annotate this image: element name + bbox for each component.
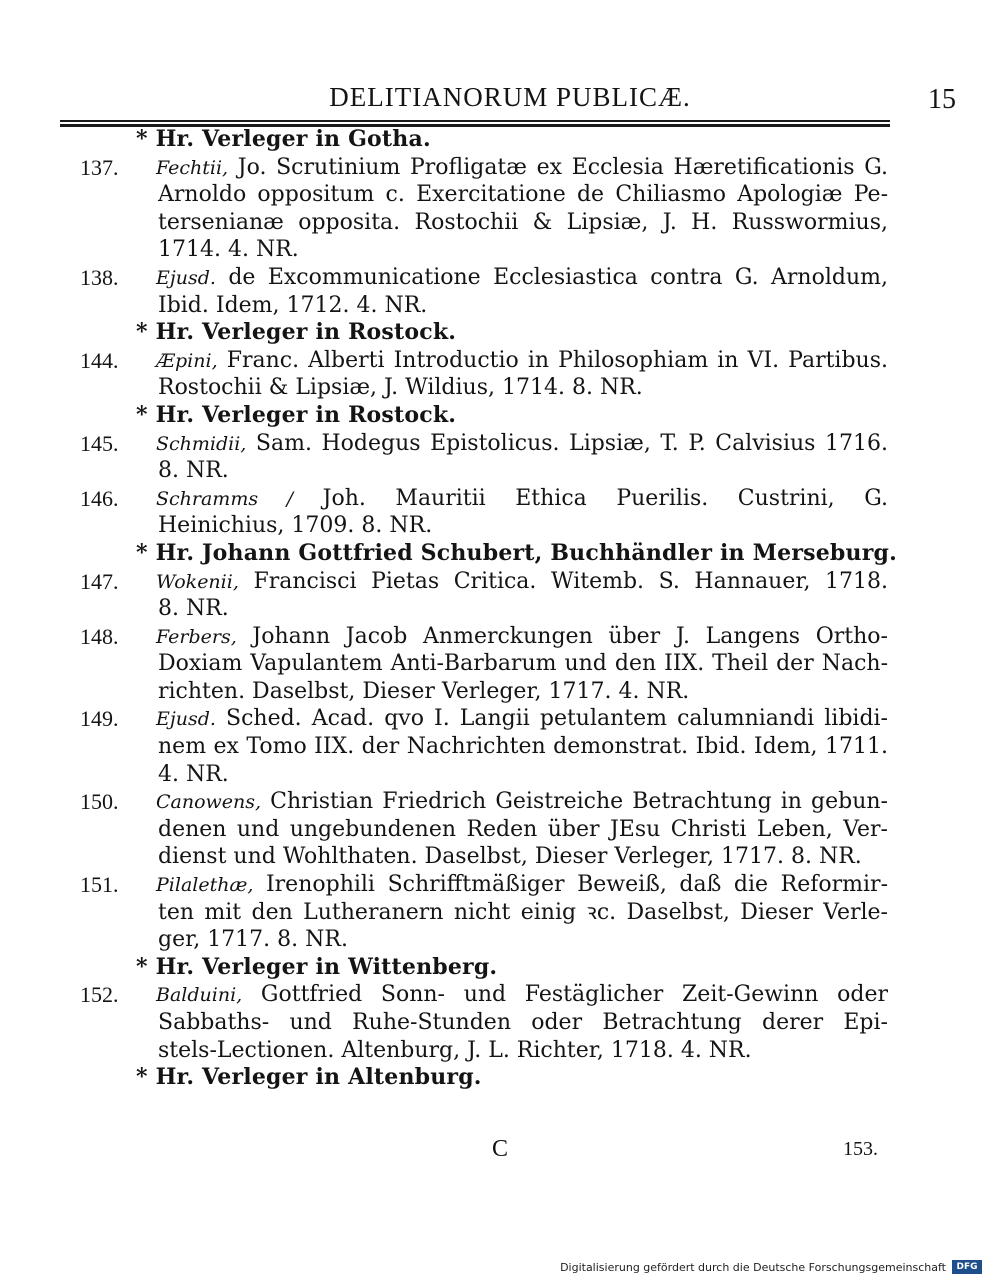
entry-number: 152.: [80, 982, 119, 1008]
entry-author: Pilalethæ,: [156, 874, 254, 897]
entry-first-line: [156, 347, 888, 376]
entry-text: 1714. 4. NR.: [158, 237, 299, 263]
bookseller-note-line: [80, 319, 888, 347]
entry-line: [80, 899, 888, 927]
entry-number: 150.: [80, 789, 119, 815]
entry-line: [80, 705, 888, 733]
entry-number: 147.: [80, 568, 119, 594]
entry-author: Fechtii,: [156, 156, 229, 179]
entry-line: [80, 1009, 888, 1037]
entry-text: Rostochii & Lipsiæ, J. Wildius, 1714. 8. NR.: [158, 375, 643, 401]
entry-line: [80, 981, 888, 1009]
entry-line: [80, 761, 888, 789]
page-header: [60, 80, 960, 124]
entry-line: [80, 623, 888, 651]
page-number: 15: [928, 84, 956, 115]
entry-line: [80, 154, 888, 182]
entry-first-line: [156, 154, 888, 183]
entry-line: [80, 430, 888, 458]
entry-first-line: [156, 568, 888, 597]
entry-text: Irenophili Schrifftmäßiger Beweiß, daß die Reformir-: [265, 872, 889, 898]
entry-text: de Excommunicatione Ecclesiastica contra G. Arnoldum,: [228, 264, 888, 290]
entry-author: Æpini,: [156, 349, 218, 372]
entry-line: [80, 292, 888, 320]
bookseller-note-line: [80, 954, 888, 982]
entry-line: [80, 374, 888, 402]
bibliography-entries: [80, 126, 897, 1092]
entry-text: Francisci Pietas Critica. Witemb. S. Hannauer, 1718.: [253, 568, 888, 594]
bookseller-note: * Hr. Verleger in Gotha.: [136, 126, 431, 152]
entry-line: [80, 650, 888, 678]
entry-text: Johann Jacob Anmerckungen über J. Langens Ortho-: [252, 623, 888, 649]
entry-author: Ejusd.: [156, 266, 216, 289]
running-title: DELITIANORUM PUBLICÆ.: [329, 82, 691, 112]
entry-author: Canowens,: [156, 791, 262, 814]
entry-text: Ibid. Idem, 1712. 4. NR.: [158, 292, 428, 318]
entry-line: [80, 209, 888, 237]
entry-text: Sabbaths- und Ruhe-Stunden oder Betrachtung derer Epi-: [158, 1010, 888, 1035]
entry-text: denen und ungebundenen Reden über JEsu Christi Leben, Ver-: [158, 816, 888, 842]
dfg-logo-icon: DFG: [952, 1260, 982, 1274]
entry-text: 4. NR.: [158, 761, 229, 787]
entry-text: Christian Friedrich Geistreiche Betrachtung in gebun-: [270, 789, 888, 815]
entry-number: 151.: [80, 872, 119, 898]
entry-author: Schmidii,: [156, 432, 247, 455]
entry-text: Heinichius, 1709. 8. NR.: [158, 513, 433, 539]
entry-number: 137.: [80, 154, 119, 180]
entry-line: [80, 816, 888, 844]
entry-author: Balduini,: [156, 984, 243, 1007]
entry-text: Joh. Mauritii Ethica Puerilis. Custrini, G.: [322, 485, 888, 511]
bookseller-note: * Hr. Verleger in Rostock.: [136, 401, 457, 428]
digitization-credit: [560, 1258, 982, 1276]
entry-line: [80, 788, 888, 816]
entry-number: 149.: [80, 706, 119, 732]
entry-number: 148.: [80, 623, 119, 649]
bookseller-note-line: [80, 1064, 888, 1092]
bookseller-note: * Hr. Verleger in Altenburg.: [136, 1064, 482, 1091]
entry-text: 8. NR.: [158, 458, 229, 484]
entry-number: 144.: [80, 347, 119, 373]
entry-line: [80, 485, 888, 513]
entry-author: Schramms /: [156, 487, 294, 510]
entry-text: Arnoldo oppositum c. Exercitatione de Chiliasmo Apologiæ Pe-: [158, 182, 888, 208]
entry-text: dienst und Wohlthaten. Daselbst, Dieser Verleger, 1717. 8. NR.: [158, 844, 862, 870]
entry-line: [80, 568, 888, 596]
entry-line: [80, 843, 888, 871]
catchword: 153.: [843, 1138, 878, 1160]
bookseller-note: * Hr. Johann Gottfried Schubert, Buchhändler in Merseburg.: [136, 539, 897, 566]
entry-text: Sam. Hodegus Epistolicus. Lipsiæ, T. P. Calvisius 1716.: [255, 430, 889, 456]
entry-author: Ejusd.: [156, 708, 216, 731]
entry-line: [80, 264, 888, 292]
entry-number: 146.: [80, 485, 119, 511]
entry-text: Franc. Alberti Introductio in Philosophiam in VI. Partibus.: [226, 347, 888, 373]
bookseller-note: * Hr. Verleger in Wittenberg.: [136, 953, 498, 980]
bookseller-note-line: [80, 539, 897, 568]
entry-text: stels-Lectionen. Altenburg, J. L. Richter, 1718. 4. NR.: [158, 1037, 752, 1063]
entry-text: nem ex Tomo IIX. der Nachrichten demonstrat. Ibid. Idem, 1711.: [158, 734, 888, 760]
entry-first-line: [156, 981, 888, 1010]
entry-first-line: [156, 788, 888, 817]
entry-author: Ferbers,: [156, 625, 237, 648]
entry-text: Doxiam Vapulantem Anti-Barbarum und den IIX. Theil der Nach-: [158, 651, 888, 677]
entry-line: [80, 236, 888, 264]
entry-line: [80, 457, 888, 485]
entry-text: richten. Daselbst, Dieser Verleger, 1717. 4. NR.: [158, 678, 690, 704]
entry-line: [80, 595, 888, 623]
entry-author: Wokenii,: [156, 570, 239, 593]
entry-text: Gottfried Sonn- und Festäglicher Zeit-Gewinn oder: [260, 982, 888, 1008]
entry-line: [80, 733, 888, 761]
entry-line: [80, 181, 888, 209]
bookseller-note: * Hr. Verleger in Rostock.: [136, 319, 457, 346]
entry-line: [80, 871, 888, 899]
entry-text: Sched. Acad. qvo I. Langii petulantem calumniandi libidi-: [226, 706, 888, 732]
entry-first-line: [156, 871, 888, 900]
entry-text: ger, 1717. 8. NR.: [158, 927, 348, 953]
entry-text: Jo. Scrutinium Profligatæ ex Ecclesia Hæretificationis G.: [237, 154, 889, 180]
entry-text: tersenianæ opposita. Rostochii & Lipsiæ, J. H. Russwormius,: [158, 209, 888, 235]
entry-first-line: [156, 623, 888, 652]
bookseller-note-line: [80, 126, 888, 154]
entry-line: [80, 347, 888, 375]
page-footer: [0, 1136, 1000, 1176]
entry-first-line: [156, 264, 888, 293]
entry-number: 138.: [80, 264, 119, 290]
credit-text: Digitalisierung gefördert durch die Deutsche Forschungsgemeinschaft: [560, 1260, 946, 1274]
bookseller-note-line: [80, 402, 888, 430]
entry-first-line: [156, 705, 888, 734]
entry-number: 145.: [80, 430, 119, 456]
entry-text: ten mit den Lutheranern nicht einig ꝛc. Daselbst, Dieser Verle-: [158, 899, 888, 925]
entry-line: [80, 512, 888, 540]
entry-line: [80, 678, 888, 706]
entry-first-line: [156, 485, 888, 514]
signature-mark: C: [491, 1136, 508, 1162]
entry-first-line: [156, 430, 888, 459]
entry-text: 8. NR.: [158, 596, 229, 622]
entry-line: [80, 926, 888, 954]
entry-line: [80, 1037, 888, 1065]
